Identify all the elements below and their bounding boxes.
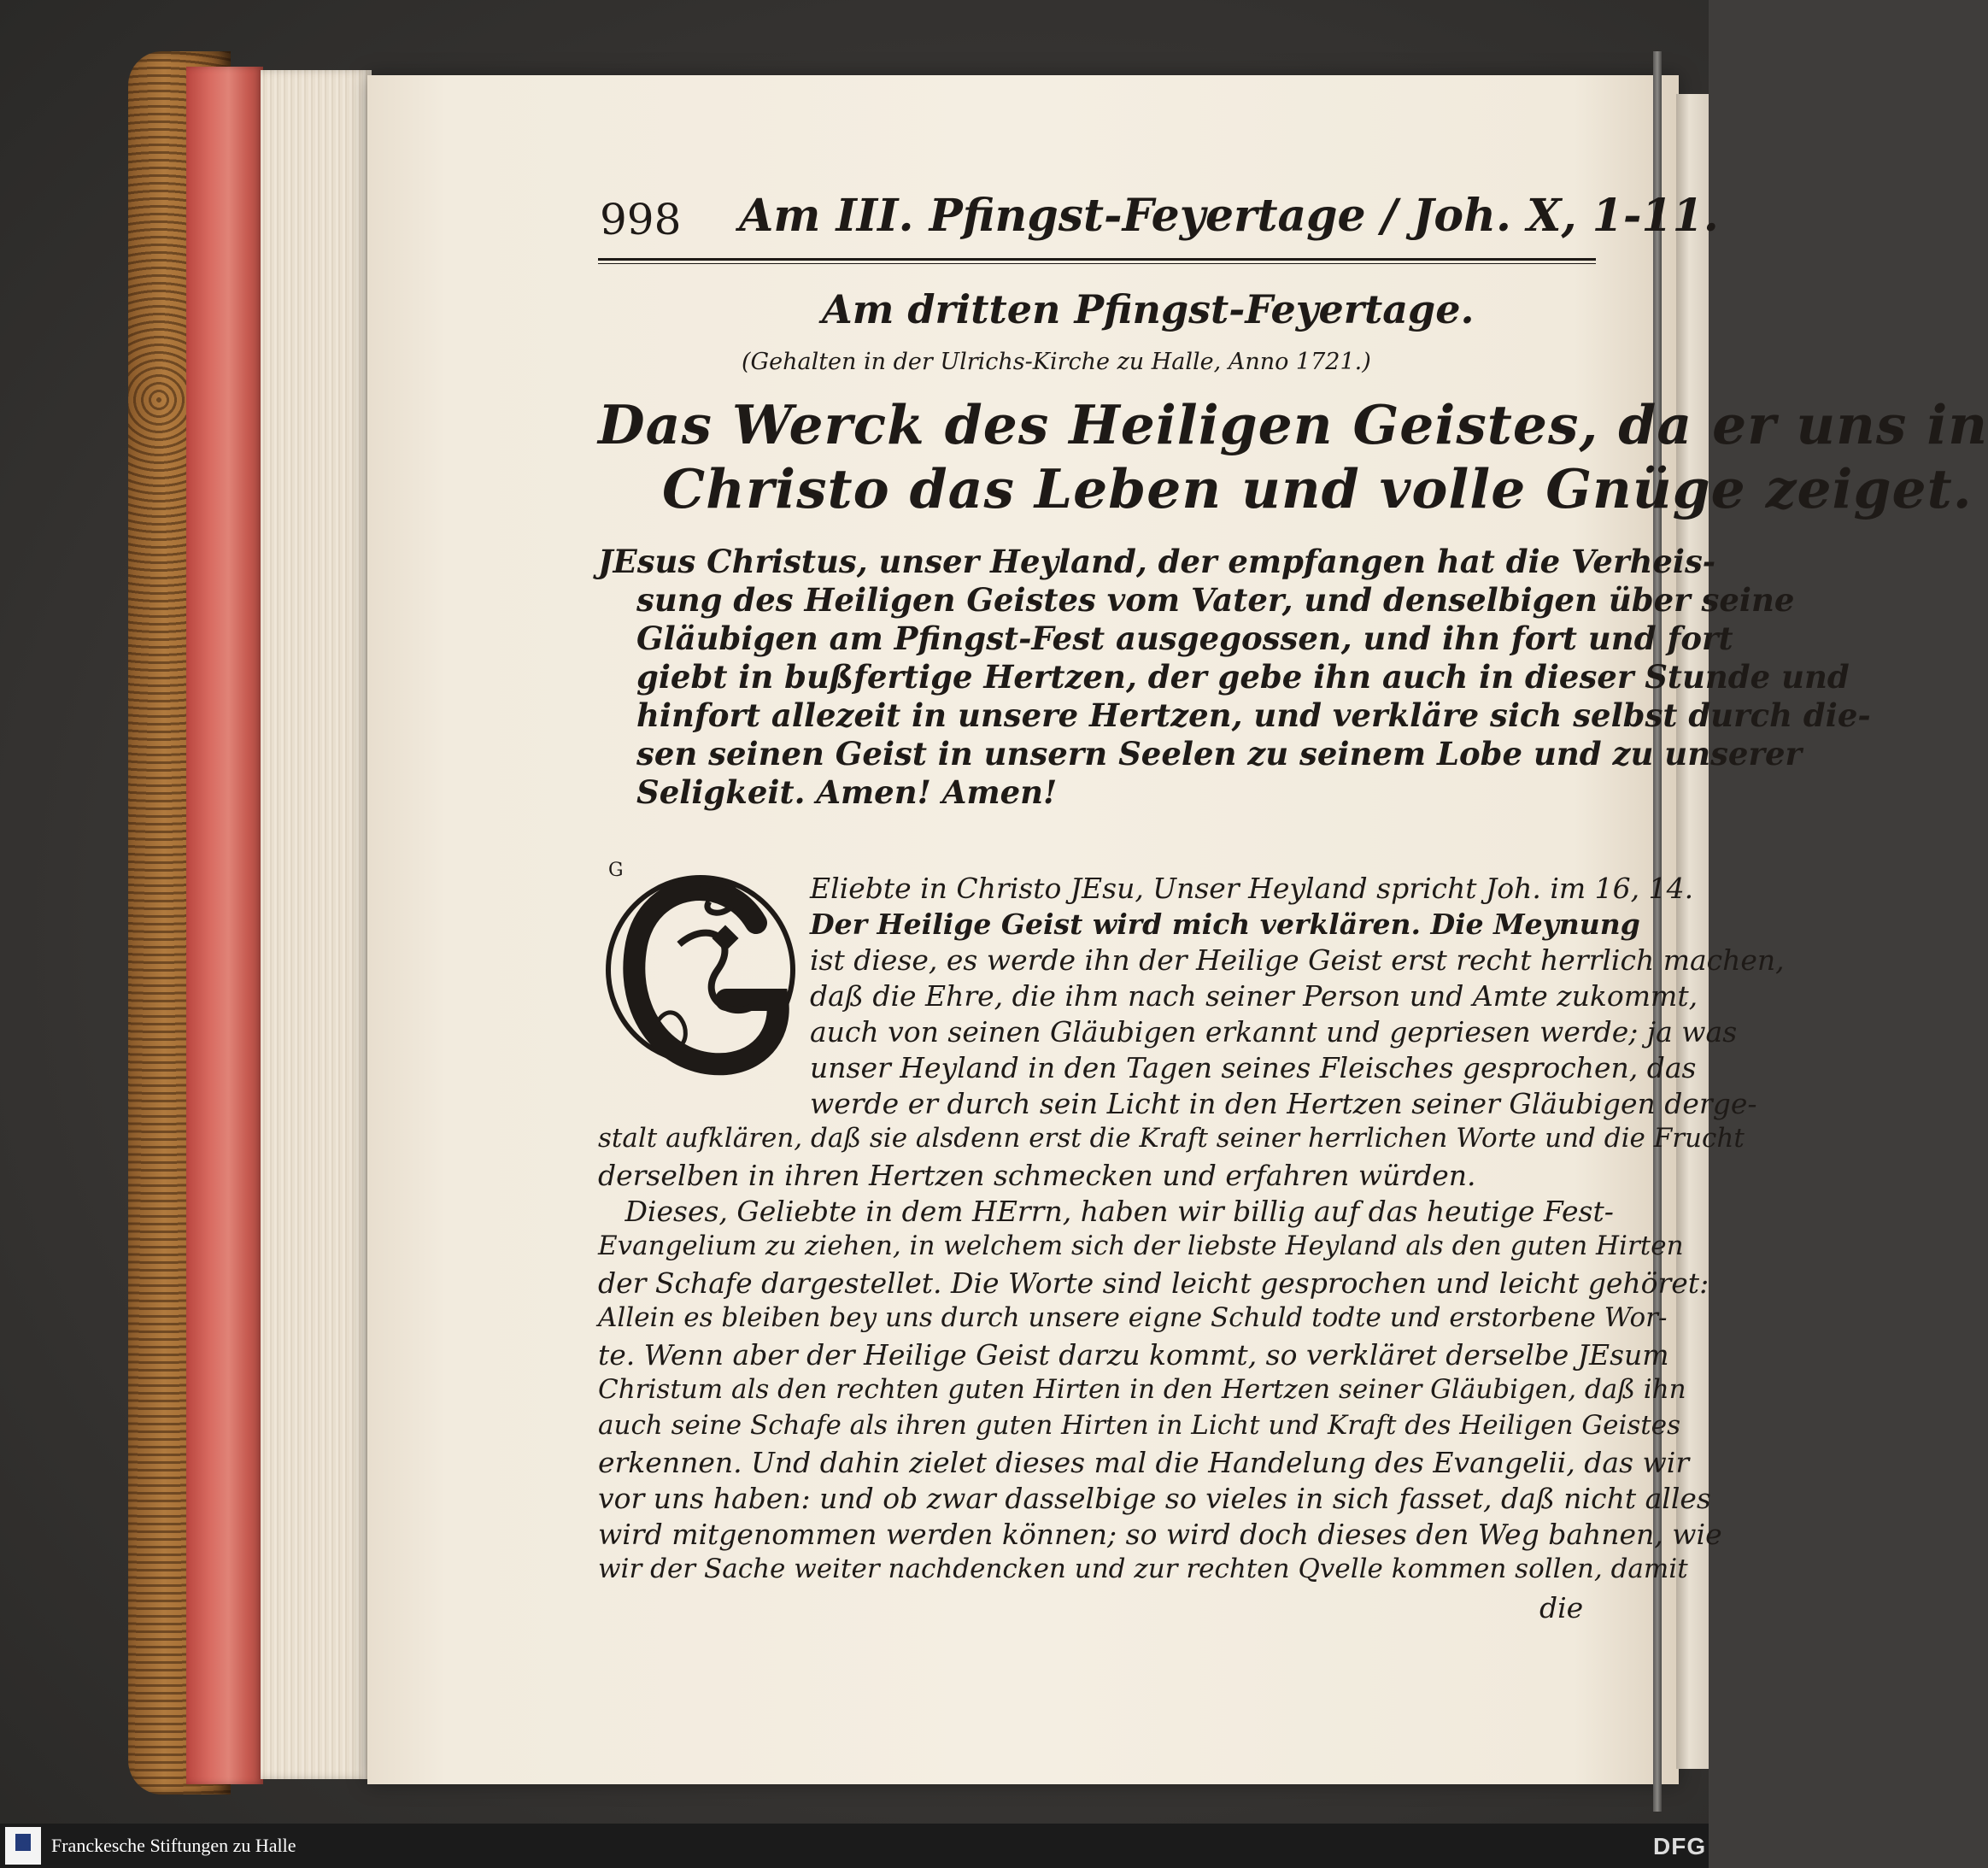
text-line: wir der Sache weiter nachdencken und zur rechten Qvelle kommen sollen, damit (598, 1554, 1688, 1584)
running-head: Am III. Pfingst-Feyertage / Joh. X, 1-11. (739, 190, 1719, 242)
institution-logo-icon[interactable] (5, 1827, 41, 1865)
text-line: Evangelium zu ziehen, in welchem sich der liebste Heyland als den guten Hirten (598, 1231, 1684, 1261)
initial-letter: G (608, 860, 624, 881)
text-line: Christum als den rechten guten Hirten in den Hertzen seiner Gläubigen, daß ihn (598, 1374, 1686, 1405)
text-line: ist diese, es werde ihn der Heilige Geist erst recht herrlich machen, (810, 943, 1785, 977)
prayer-line: Seligkeit. Amen! Amen! (636, 773, 1058, 811)
sermon-title-line-1: Das Werck des Heiligen Geistes, da er uns in (598, 393, 1988, 456)
text-line: te. Wenn aber der Heilige Geist darzu kommt, so verkläret derselbe JEsum (598, 1338, 1669, 1372)
text-line: daß die Ehre, die ihm nach seiner Person und Amte zukommt, (810, 979, 1698, 1013)
text-line: der Schafe dargestellet. Die Worte sind leicht gesprochen und leicht gehöret: (598, 1266, 1709, 1300)
sermon-heading: Am dritten Pfingst-Feyertage. (822, 286, 1475, 332)
sermon-title-line-2: Christo das Leben und volle Gnüge zeiget. (662, 457, 1973, 520)
text-line: werde er durch sein Licht in den Hertzen seiner Gläubigen derge- (810, 1087, 1757, 1120)
text-line: Der Heilige Geist wird mich verklären. Die Meynung (810, 908, 1640, 941)
prayer-line: giebt in bußfertige Hertzen, der gebe ihn auch in dieser Stunde und (636, 658, 1850, 696)
prayer-line: hinfort allezeit in unsere Hertzen, und verkläre sich selbst durch die- (636, 696, 1871, 734)
catchword: die (1539, 1591, 1584, 1624)
text-line: Allein es bleiben bey uns durch unsere eigne Schuld todte und erstorbene Wor- (598, 1302, 1668, 1333)
text-line: auch von seinen Gläubigen erkannt und gepriesen werde; ja was (810, 1015, 1738, 1049)
prayer-line: Gläubigen am Pfingst-Fest ausgegossen, und ihn fort und fort (636, 620, 1733, 657)
decorated-initial-icon (598, 842, 803, 1090)
text-line: auch seine Schafe als ihren guten Hirten in Licht und Kraft des Heiligen Geistes (598, 1410, 1681, 1441)
header-rule-thin (598, 263, 1596, 264)
page-number: 998 (600, 195, 682, 244)
text-line: stalt aufklären, daß sie alsdenn erst die Kraft seiner herrlichen Worte und die Frucht (598, 1123, 1745, 1154)
text-line: Dieses, Geliebte in dem HErrn, haben wir billig auf das heutige Fest- (598, 1195, 1614, 1228)
sermon-note: (Gehalten in der Ulrichs-Kirche zu Halle, Anno 1721.) (742, 349, 1371, 375)
dfg-logo: DFG (1653, 1833, 1707, 1859)
page-stack (261, 70, 372, 1779)
text-line: vor uns haben: und ob zwar dasselbige so vieles in sich fasset, daß nicht alles (598, 1482, 1711, 1515)
text-line: wird mitgenommen werden können; so wird doch dieses den Weg bahnen, wie (598, 1518, 1722, 1551)
prayer-line: JEsus Christus, unser Heyland, der empfangen hat die Verheis- (598, 543, 1716, 580)
institution-name: Franckesche Stiftungen zu Halle (51, 1835, 296, 1856)
text-line: derselben in ihren Hertzen schmecken und erfahren würden. (598, 1159, 1476, 1192)
red-page-edge (186, 67, 263, 1784)
text-line: Eliebte in Christo JEsu, Unser Heyland spricht Joh. im 16, 14. (810, 872, 1694, 905)
prayer-line: sung des Heiligen Geistes vom Vater, und denselbigen über seine (636, 581, 1795, 619)
prayer-line: sen seinen Geist in unsern Seelen zu seinem Lobe und zu unserer (636, 735, 1802, 772)
header-rule (598, 258, 1596, 261)
text-line: unser Heyland in den Tagen seines Fleisches gesprochen, das (810, 1051, 1697, 1084)
text-line: erkennen. Und dahin zielet dieses mal die Handelung des Evangelii, das wir (598, 1446, 1690, 1479)
